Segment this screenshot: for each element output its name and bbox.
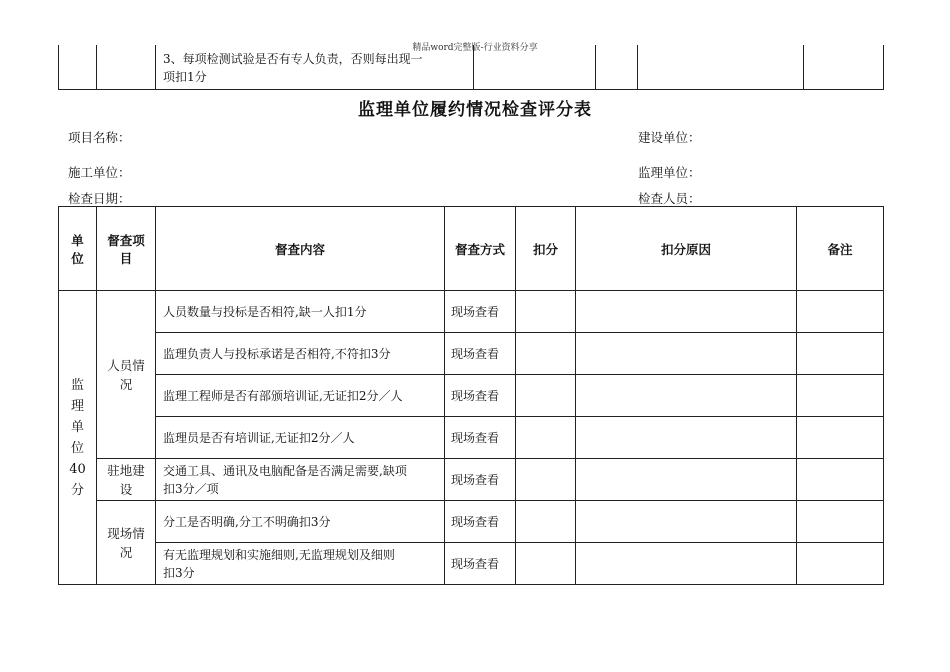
remark-cell[interactable] — [797, 291, 884, 333]
deduct-cell[interactable] — [516, 375, 576, 417]
remark-cell[interactable] — [797, 459, 884, 501]
group-site — [97, 501, 156, 585]
fragment-cell — [804, 45, 884, 89]
method-cell: 现场查看 — [445, 501, 516, 543]
group-label-line: 况 — [119, 544, 133, 560]
header-reason: 扣分原因 — [576, 207, 797, 291]
reason-cell[interactable] — [576, 375, 797, 417]
fragment-cell — [59, 45, 97, 89]
group-label-line: 现场情 — [107, 525, 145, 541]
supervision-unit-label: 监理单位： — [638, 165, 701, 180]
method-cell: 现场查看 — [445, 459, 516, 501]
content-line: 有无监理规划和实施细则,无监理规划及细则 — [163, 547, 395, 562]
fragment-content-line: 项扣1分 — [163, 69, 207, 84]
table-row — [59, 501, 884, 543]
remark-cell[interactable] — [797, 501, 884, 543]
content-cell: 人员数量与投标是否相符,缺一人扣1分 — [156, 291, 445, 333]
deduct-cell[interactable] — [516, 543, 576, 585]
reason-cell[interactable] — [576, 501, 797, 543]
header-row — [59, 207, 884, 291]
page-title: 监理单位履约情况检查评分表 — [358, 100, 592, 120]
table-row — [59, 375, 884, 417]
header-content: 督查内容 — [156, 207, 445, 291]
contractor-label: 施工单位： — [68, 165, 131, 180]
method-cell: 现场查看 — [445, 543, 516, 585]
header-item-line: 目 — [119, 250, 133, 266]
header-item-line: 督查项 — [107, 232, 145, 248]
group-label-line: 况 — [119, 376, 133, 392]
unit-label-char: 40 — [69, 461, 86, 477]
method-cell: 现场查看 — [445, 417, 516, 459]
content-cell: 监理工程师是否有部颁培训证,无证扣2分／人 — [156, 375, 445, 417]
deduct-cell[interactable] — [516, 501, 576, 543]
method-cell: 现场查看 — [445, 291, 516, 333]
header-unit — [59, 207, 97, 291]
content-cell: 分工是否明确,分工不明确扣3分 — [156, 501, 445, 543]
reason-cell[interactable] — [576, 459, 797, 501]
group-label-line: 人员情 — [107, 357, 145, 373]
unit-label-char: 单 — [70, 419, 84, 435]
fragment-cell — [474, 45, 596, 89]
scoring-table — [58, 206, 884, 585]
unit-label-char: 分 — [70, 482, 84, 498]
header-method: 督查方式 — [445, 207, 516, 291]
fragment-cell — [596, 45, 638, 89]
group-station — [97, 459, 156, 501]
fragment-cell — [97, 45, 156, 89]
deduct-cell[interactable] — [516, 459, 576, 501]
content-cell — [156, 459, 445, 501]
table-row — [59, 291, 884, 333]
inspectors-label: 检查人员： — [638, 191, 701, 206]
project-name-label: 项目名称： — [68, 130, 131, 145]
table-row — [59, 459, 884, 501]
remark-cell[interactable] — [797, 375, 884, 417]
table-row — [59, 417, 884, 459]
header-remark: 备注 — [797, 207, 884, 291]
fragment-content-cell — [156, 45, 474, 89]
remark-cell[interactable] — [797, 333, 884, 375]
remark-cell[interactable] — [797, 417, 884, 459]
watermark-text: 精品word完整版-行业资料分享 — [412, 43, 538, 53]
method-cell: 现场查看 — [445, 375, 516, 417]
header-item — [97, 207, 156, 291]
previous-table-fragment — [58, 45, 884, 90]
unit-label-char: 位 — [70, 440, 84, 456]
reason-cell[interactable] — [576, 417, 797, 459]
table-row — [59, 543, 884, 585]
fragment-content-line: 3、每项检测试验是否有专人负责，否则每出现一 — [163, 51, 423, 66]
remark-cell[interactable] — [797, 543, 884, 585]
group-label-line: 设 — [119, 481, 133, 497]
reason-cell[interactable] — [576, 291, 797, 333]
deduct-cell[interactable] — [516, 417, 576, 459]
method-cell: 现场查看 — [445, 333, 516, 375]
unit-cell — [59, 291, 97, 585]
reason-cell[interactable] — [576, 333, 797, 375]
table-row — [59, 333, 884, 375]
group-label-line: 驻地建 — [107, 462, 145, 478]
header-deduct: 扣分 — [516, 207, 576, 291]
check-date-label: 检查日期： — [68, 191, 131, 206]
reason-cell[interactable] — [576, 543, 797, 585]
fragment-cell — [638, 45, 804, 89]
content-line: 扣3分 — [163, 565, 195, 580]
deduct-cell[interactable] — [516, 291, 576, 333]
content-cell — [156, 543, 445, 585]
deduct-cell[interactable] — [516, 333, 576, 375]
content-line: 交通工具、通讯及电脑配备是否满足需要,缺项 — [163, 463, 407, 478]
construction-unit-label: 建设单位： — [638, 130, 701, 145]
header-unit-line: 单 — [71, 232, 84, 248]
group-personnel — [97, 291, 156, 459]
content-cell: 监理负责人与投标承诺是否相符,不符扣3分 — [156, 333, 445, 375]
content-line: 扣3分／项 — [163, 481, 219, 496]
unit-label-char: 理 — [70, 398, 84, 414]
content-cell: 监理员是否有培训证,无证扣2分／人 — [156, 417, 445, 459]
unit-label-char: 监 — [70, 377, 84, 393]
header-unit-line: 位 — [71, 250, 84, 266]
